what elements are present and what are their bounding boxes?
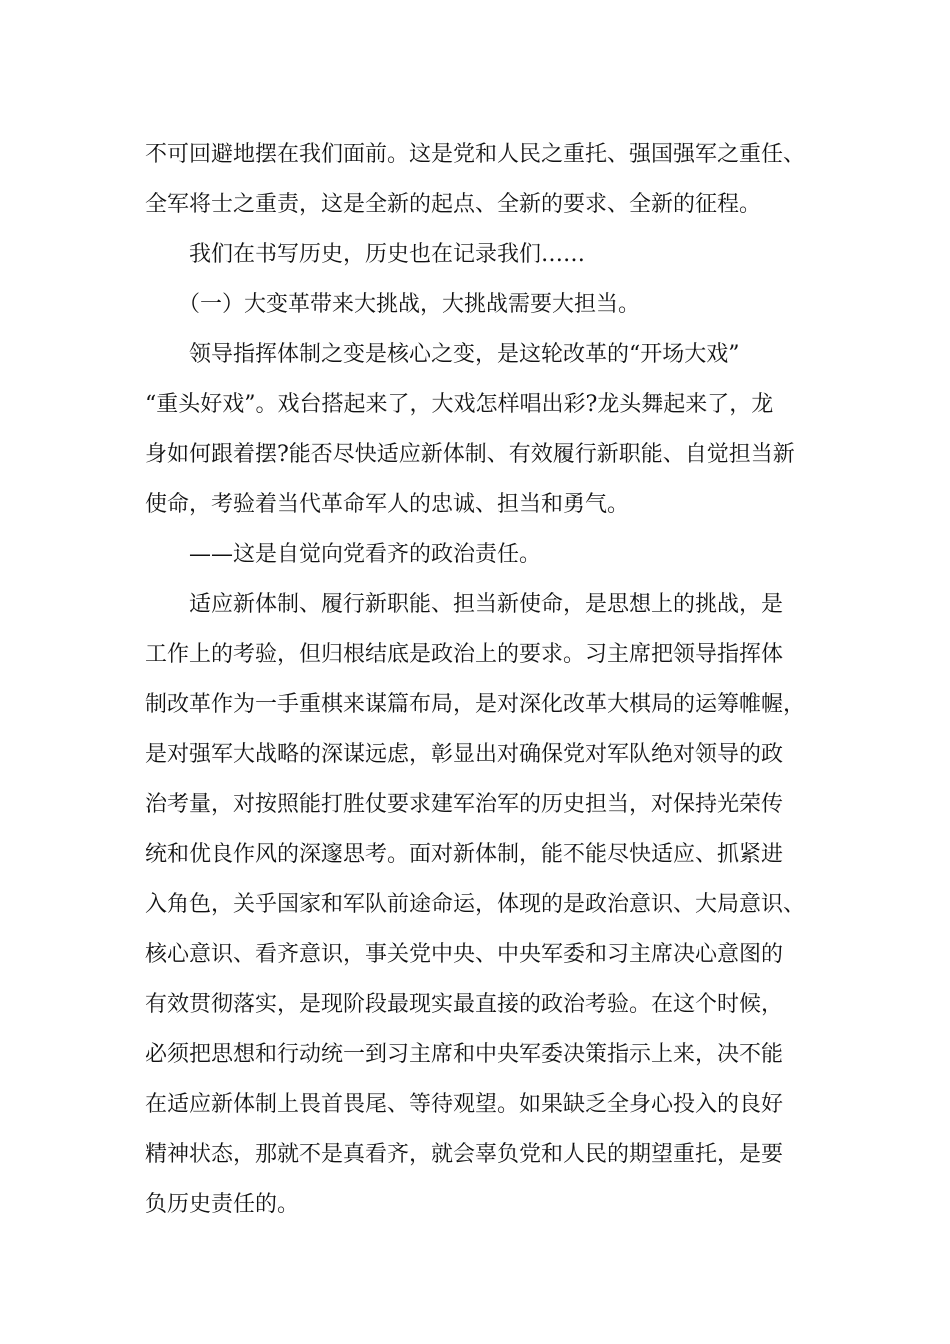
text-line: 入角色，关乎国家和军队前途命运，体现的是政治意识、大局意识、 (145, 892, 806, 917)
text-line: 精神状态，那就不是真看齐，就会辜负党和人民的期望重托，是要 (145, 1142, 784, 1167)
paragraph-start-line: 适应新体制、履行新职能、担当新使命，是思想上的挑战，是 (189, 592, 784, 617)
text-line: 工作上的考验，但归根结底是政治上的要求。习主席把领导指挥体 (145, 642, 784, 667)
text-line: 必须把思想和行动统一到习主席和中央军委决策指示上来，决不能 (145, 1042, 784, 1067)
body-text (145, 130, 810, 1230)
paragraph-start-line: 我们在书写历史，历史也在记录我们…… (189, 242, 586, 267)
text-line: 使命，考验着当代革命军人的忠诚、担当和勇气。 (145, 492, 630, 517)
text-line: 统和优良作风的深邃思考。面对新体制，能不能尽快适应、抓紧进 (145, 842, 784, 867)
text-line: 在适应新体制上畏首畏尾、等待观望。如果缺乏全身心投入的良好 (145, 1092, 784, 1117)
text-line: 核心意识、看齐意识，事关党中央、中央军委和习主席决心意图的 (145, 942, 784, 967)
paragraph-start-line: ——这是自觉向党看齐的政治责任。 (189, 542, 542, 567)
paragraph-start-line: 领导指挥体制之变是核心之变，是这轮改革的“开场大戏” (189, 342, 740, 367)
text-line: 全军将士之重责，这是全新的起点、全新的要求、全新的征程。 (145, 192, 762, 217)
section-heading: （一）大变革带来大挑战，大挑战需要大担当。 (178, 292, 641, 317)
text-line: “重头好戏”。戏台搭起来了，大戏怎样唱出彩?龙头舞起来了，龙 (145, 392, 774, 417)
text-line: 是对强军大战略的深谋远虑，彰显出对确保党对军队绝对领导的政 (145, 742, 784, 767)
text-line: 不可回避地摆在我们面前。这是党和人民之重托、强国强军之重任、 (145, 142, 806, 167)
text-line: 有效贯彻落实，是现阶段最现实最直接的政治考验。在这个时候， (145, 992, 784, 1017)
text-line: 治考量，对按照能打胜仗要求建军治军的历史担当，对保持光荣传 (145, 792, 784, 817)
text-line: 制改革作为一手重棋来谋篇布局，是对深化改革大棋局的运筹帷幄， (145, 692, 806, 717)
text-line: 负历史责任的。 (145, 1192, 300, 1217)
text-line: 身如何跟着摆?能否尽快适应新体制、有效履行新职能、自觉担当新 (145, 442, 795, 467)
